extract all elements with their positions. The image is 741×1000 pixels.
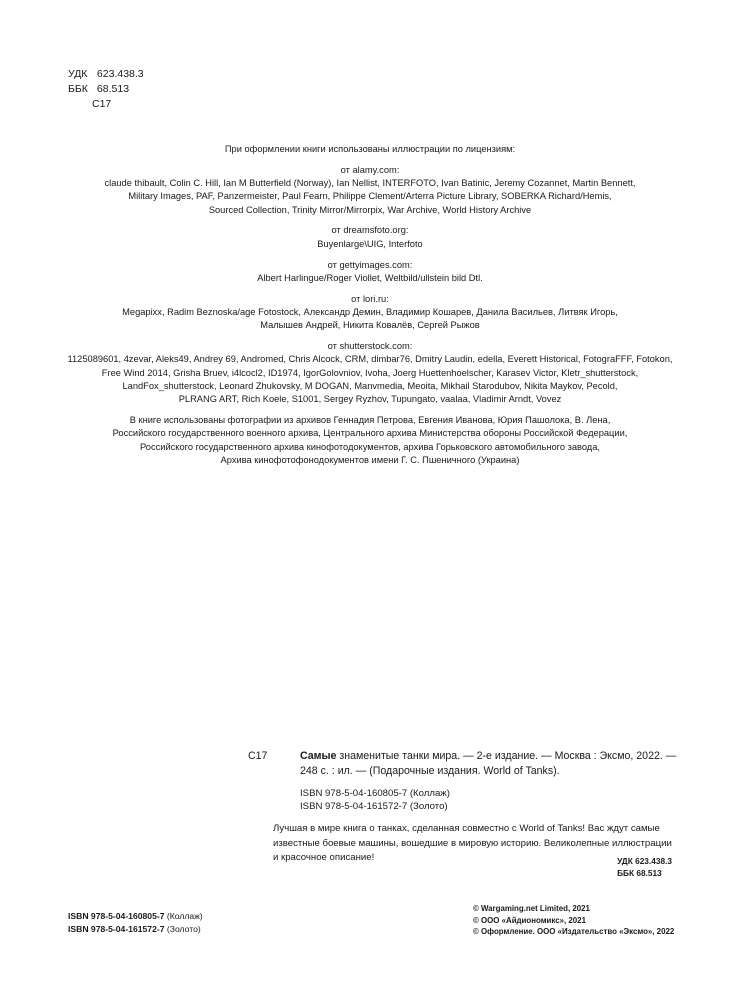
source-line: LandFox_shutterstock, Leonard Zhukovsky, M DOGAN, Manvmedia, Meoita, Mikhail Starodubov, Nikita Maykov, Pecold, xyxy=(122,380,618,391)
isbn-footer-line xyxy=(68,923,203,936)
archive-line: Российского государственного архива кинофотодокументов, архива Горьковского автомобильного завода, xyxy=(140,441,600,452)
isbn-number: ISBN 978-5-04-160805-7 xyxy=(68,911,165,921)
biblio-entry-line2: 248 с. : ил. — (Подарочные издания. World of Tanks). xyxy=(300,765,560,777)
credits-source-shutterstock xyxy=(50,340,690,406)
credits-archives xyxy=(50,414,690,467)
credits-source-gettyimages xyxy=(50,259,690,286)
archive-line: Архива кинофотофонодокументов имени Г. С. Пшеничного (Украина) xyxy=(220,454,520,465)
udk-value: 623.438.3 xyxy=(96,68,144,80)
source-line: Megapixx, Radim Beznoska/age Fotostock, Александр Демин, Владимир Кошарев, Данила Васильев, Литвяк Игорь, xyxy=(122,306,618,317)
udk-short: УДК 623.438.3 xyxy=(617,856,672,866)
copyright-block xyxy=(473,903,674,938)
source-line: Albert Harlingue/Roger Viollet, Weltbild/ullstein bild Dtl. xyxy=(257,272,483,283)
bbk-row xyxy=(68,82,144,97)
copyright-line: © Оформление. ООО «Издательство «Эксмо», 2022 xyxy=(473,927,675,936)
source-line: Military Images, PAF, Panzermeister, Paul Fearn, Philippe Clement/Arterra Picture Library, SOBERKA Richard/Hemis, xyxy=(128,191,612,202)
annotation-line: известные боевые машины, вошедшие в мировую историю. Великолепные иллюстрации xyxy=(273,837,672,849)
bibliographic-record xyxy=(248,749,688,866)
author-mark: С17 xyxy=(92,98,112,110)
source-heading: от gettyimages.com: xyxy=(327,259,413,270)
annotation-line: Лучшая в мире книга о танках, сделанная совместно с World of Tanks! Вас ждут самые xyxy=(273,823,660,834)
classification-block xyxy=(68,67,144,112)
archive-line: В книге использованы фотографии из архивов Геннадия Петрова, Евгения Иванова, Юрия Пашолока, В. Лена, xyxy=(129,415,611,426)
source-heading: от shutterstock.com: xyxy=(327,341,413,352)
isbn-variant: (Золото) xyxy=(164,923,201,934)
biblio-title-bold: Самые xyxy=(300,750,337,762)
source-line: Малышев Андрей, Никита Ковалёв, Сергей Рыжов xyxy=(260,320,480,331)
credits-source-alamy xyxy=(50,164,690,217)
source-line: Buyenlarge\UIG, Interfoto xyxy=(317,238,423,249)
biblio-isbn-list xyxy=(248,788,688,813)
isbn-variant: (Коллаж) xyxy=(164,911,203,921)
credits-source-lori xyxy=(50,293,690,333)
annotation-line: и красочное описание! xyxy=(273,852,375,863)
isbn-footer xyxy=(68,910,203,935)
source-heading: от alamy.com: xyxy=(340,164,400,175)
biblio-entry xyxy=(248,749,688,779)
bbk-label: ББК xyxy=(68,83,88,95)
source-line: Free Wind 2014, Grisha Bruev, i4lcocl2, ID1974, IgorGolovniov, Ivoha, Joerg Huettenhoelscher, Karasev Victor, Kletr_shutterstock, xyxy=(101,367,639,378)
biblio-entry-rest: знаменитые танки мира. — 2-е издание. — Москва : Эксмо, 2022. — xyxy=(336,750,677,762)
source-line: Sourced Collection, Trinity Mirror/Mirrorpix, War Archive, World History Archive xyxy=(208,204,532,215)
source-heading: от dreamsfoto.org: xyxy=(331,225,409,236)
isbn-number: ISBN 978-5-04-161572-7 xyxy=(68,923,165,934)
biblio-code: С17 xyxy=(248,750,268,762)
source-heading: от lori.ru: xyxy=(351,293,389,304)
udk-row xyxy=(68,67,144,82)
bbk-value: 68.513 xyxy=(96,83,130,95)
bbk-short: ББК 68.513 xyxy=(617,868,662,878)
credits-intro: При оформлении книги использованы иллюстрации по лицензиям: xyxy=(224,144,516,154)
classification-short xyxy=(617,855,672,879)
image-credits xyxy=(50,143,690,475)
biblio-isbn: ISBN 978-5-04-160805-7 (Коллаж) xyxy=(300,788,450,799)
udk-label: УДК xyxy=(68,68,88,80)
source-line: claude thibault, Colin C. Hill, Ian M Butterfield (Norway), Ian Nellist, INTERFOTO, Ivan Batinic, Jeremy Cozannet, Martin Bennett, xyxy=(104,178,636,189)
copyright-line: © ООО «Айдиономикс», 2021 xyxy=(473,915,586,925)
biblio-isbn: ISBN 978-5-04-161572-7 (Золото) xyxy=(300,800,448,812)
source-line: PLRANG ART, Rich Koele, S1001, Sergey Ryzhov, Tupungato, vaalaa, Vladimir Arndt, Vovez xyxy=(178,394,562,405)
isbn-footer-line xyxy=(68,910,203,923)
source-line: 1125089601, 4zevar, Aleks49, Andrey 69, Andromed, Chris Alcock, CRM, dimbar76, Dmitry Laudin, edella, Everett Historical, FotograFFF, Fotokon, xyxy=(67,354,673,365)
copyright-line: © Wargaming.net Limited, 2021 xyxy=(473,904,590,913)
archive-line: Российского государственного военного архива, Центрального архива Министерства обороны Российской Федерации, xyxy=(112,428,628,439)
credits-source-dreamsfoto xyxy=(50,224,690,251)
